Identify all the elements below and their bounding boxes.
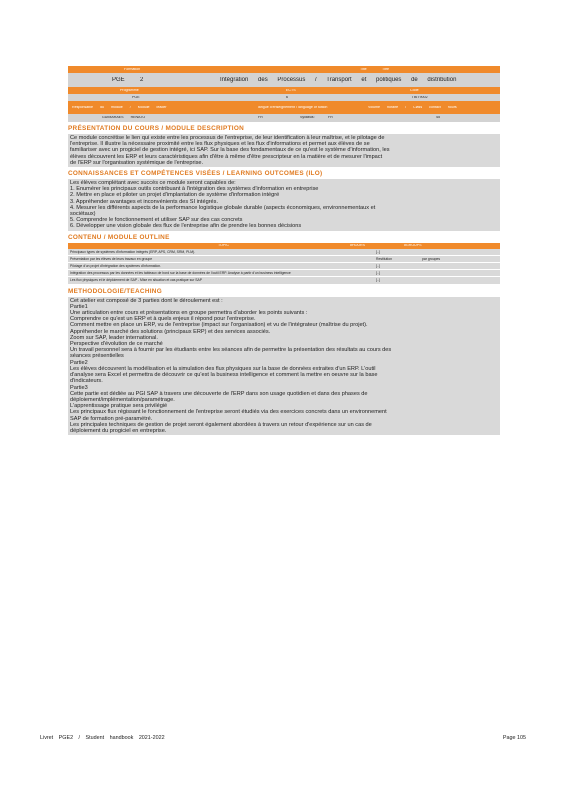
- course-sheet: [68, 66, 500, 435]
- outline-title: CONTENU / MODULE OUTLINE: [68, 233, 170, 241]
- course-code: PGE: [112, 77, 125, 83]
- hours-cell: [..]: [376, 278, 380, 283]
- methodology-line: Les principales techniques de gestion de projet seront également abordées à travers un retour d'expérience sur un cas de: [70, 421, 372, 428]
- outcomes-text: [68, 179, 500, 231]
- topic-cell: Présentation par les élèves de leurs travaux en groupe: [70, 256, 153, 261]
- methodology-line: d'analyse sera Excel et permettra de découvrir ce qu'est la business intelligence et comment la mettre en oeuvre sur la base: [70, 372, 378, 379]
- methodology-line: L'apprentissage pratique sera privilégié: [70, 403, 168, 410]
- table-row: [68, 256, 500, 263]
- hours-value: 45: [436, 116, 440, 120]
- outline-table: [68, 249, 500, 285]
- leader-name: GUIMARAES RENATO: [102, 116, 146, 120]
- methodology-text: [68, 297, 500, 435]
- methodology-line: d'indicateurs.: [70, 378, 103, 385]
- outcome-line: 6. Développer une vision globale des flux de l'entreprise afin de prendre les bonnes décisions: [70, 223, 302, 230]
- header-groups: #GROUPS: [404, 243, 422, 247]
- outcome-line: 4. Mesurer les différents aspects de la performance logistique globale durable (aspects économiques, environnementaux et: [70, 204, 376, 211]
- table-row: [68, 277, 500, 284]
- hours-cell: [..]: [376, 271, 380, 276]
- label-code: Code: [410, 88, 419, 92]
- label-ects: ECTS: [286, 88, 296, 92]
- label-formation: Formation: [124, 67, 141, 71]
- presentation-title: PRÉSENTATION DU COURS / MODULE DESCRIPTION: [68, 125, 245, 132]
- footer-handbook: Livret PGE2 / Student handbook 2021-2022: [40, 735, 165, 741]
- label-responsable: Responsable du module / Module leader: [72, 105, 167, 109]
- methodology-line: déploiement/implémentation/paramétrage.: [70, 396, 175, 403]
- methodology-line: SAP de formation pré-paramétré.: [70, 415, 153, 422]
- header-row-responsable: [68, 101, 500, 114]
- groups-cell: [422, 250, 498, 254]
- methodology-line: Cet atelier est composé de 3 parties dont le déroulement est :: [70, 297, 223, 304]
- label-syllabus: Syllabus:: [300, 116, 315, 120]
- methodology-title: METHODOLOGIE/TEACHING: [68, 287, 162, 295]
- label-title: Title: [360, 67, 367, 71]
- methodology-line: Perspective d'évolution de ce marché: [70, 341, 163, 348]
- methodology-line: Partie3: [70, 384, 88, 391]
- methodology-line: séances présentielles: [70, 353, 124, 360]
- topic-cell: Les flux physiques et le déploiement de SAP - Mise en situation et cas pratique sur SAP: [70, 278, 203, 283]
- groups-cell: [422, 264, 498, 268]
- header-row-course: [68, 73, 500, 87]
- page-footer: [40, 735, 526, 741]
- lang-value-1: FR: [258, 116, 263, 120]
- groups-cell: [422, 278, 498, 282]
- presentation-line: élèves découvrent les ERP et leurs caractéristiques afin d'être à même d'être prescripteur en la matière et de mesurer l'impact: [70, 153, 383, 160]
- topic-cell: Principaux types de systèmes d'information intégrés (ERP, APS, CRM, SRM, PLM).: [70, 249, 196, 254]
- header-topic: TOPIC: [218, 243, 229, 247]
- methodology-line: Zoom sur SAP, leader international.: [70, 334, 158, 341]
- hours-cell: [..]: [376, 249, 380, 254]
- presentation-text: [68, 134, 500, 167]
- topic-cell: Pilotage d'un projet d'intégration des systèmes d'information.: [70, 264, 162, 269]
- methodology-line: Cette partie est dédiée au PGI SAP à travers une découverte de l'ERP dans son usage quotidien et dans des phases de: [70, 390, 368, 397]
- outcome-line: 3. Appréhender avantages et inconvénients des SI intégrés.: [70, 198, 219, 205]
- label-langue: langue d'enseignement / language of tuition: [258, 105, 328, 109]
- outcome-line: 5. Comprendre le fonctionnement et utiliser SAP sur des cas concrets: [70, 217, 243, 224]
- methodology-line: Les principaux flux régissant le fonctionnement de l'entreprise seront étudiés via des exercices concrets dans un environnement: [70, 409, 387, 416]
- programme-value: PGE: [132, 95, 140, 99]
- hours-cell: [..]: [376, 264, 380, 269]
- header-row-values: [68, 94, 500, 101]
- methodology-line: déploiement du progiciel en entreprise.: [70, 427, 167, 434]
- header-row-formation: [68, 66, 500, 73]
- table-row: [68, 270, 500, 277]
- methodology-line: Un travail personnel sera à fournir par les étudiants entre les séances afin de permettre la présentation des résultats au cours des: [70, 347, 392, 354]
- methodology-line: Les élèves découvrent la modélisation et la simulation des flux physiques sur la base de données extraites d'un ERP. L'outil: [70, 365, 376, 372]
- presentation-line: l'entreprise. Il illustre la nécessaire proximité entre les flux physiques et les flux d'informations et permet aux élèves de se: [70, 141, 370, 148]
- hours-cell: Restitution: [376, 256, 393, 261]
- footer-page-number: 105: [517, 735, 526, 741]
- footer-page-label: Page: [502, 735, 516, 741]
- table-row: [68, 249, 500, 256]
- label-programme: Programme: [120, 88, 139, 92]
- groups-cell: [422, 271, 498, 275]
- methodology-line: Comment mettre en place un ERP, vu de l'entreprise (impact sur l'organisation) et vu de l'intégrateur (maîtrise du projet).: [70, 322, 368, 329]
- ects-value: 6: [286, 95, 288, 99]
- groups-cell: par groupes: [422, 256, 441, 261]
- header-row-programme: [68, 87, 500, 94]
- footer-page: [503, 735, 526, 741]
- outcome-line: 1. Énumérer les principaux outils contribuant à l'intégration des systèmes d'information en entreprise: [70, 186, 319, 193]
- outcome-line: 2. Mettre en place et piloter un projet d'implantation de système d'information intégré: [70, 192, 280, 199]
- table-row: [68, 263, 500, 270]
- outcomes-title: CONNAISSANCES ET COMPÉTENCES VISÉES / LEARNING OUTCOMES (ILO): [68, 170, 323, 178]
- header-row-leader: [68, 114, 500, 122]
- methodology-line: Partie2: [70, 359, 88, 366]
- outcome-line: Les élèves complétant avec succès ce module seront capables de:: [70, 180, 236, 187]
- methodology-line: Partie1: [70, 303, 88, 310]
- methodology-line: Une articulation entre cours et présentations en groupe permettra d'aborder les points suivants :: [70, 310, 308, 317]
- topic-cell: Intégration des processus par les données et les tableaux de bord sur la base de données de l'outil ERP. Analyse à partir d'un business intelligence: [70, 271, 291, 276]
- course-number: 2: [140, 77, 144, 83]
- header-hours: #HOURS: [350, 243, 365, 247]
- code-value: I BIT9002: [412, 95, 428, 99]
- outcome-line: sociétaux): [70, 211, 96, 218]
- course-title: Intégration des Processus / Transport et politiques de distribution: [220, 77, 457, 83]
- presentation-line: de l'ERP sur l'organisation systémique de l'entreprise.: [70, 159, 204, 166]
- methodology-line: Comprendre ce qu'est un ERP et à quels enjeux il répond pour l'entreprise.: [70, 316, 256, 323]
- presentation-line: Ce module concrétise le lien qui existe entre les processus de l'entreprise, de leur identification à leur maîtrise, et le pilotage de: [70, 135, 385, 141]
- methodology-line: Appréhender le marché des solutions (principaux ERP) et des services associés.: [70, 328, 271, 335]
- label-titre: Titre: [382, 67, 390, 71]
- lang-value-2: FR: [328, 116, 333, 120]
- label-volume: Volume horaire / Class contact hours: [368, 105, 457, 109]
- presentation-line: familiariser avec un progiciel de gestion intégré, ici SAP. Sur la base des fondamentaux de ce qu'est le système d'information, les: [70, 147, 390, 154]
